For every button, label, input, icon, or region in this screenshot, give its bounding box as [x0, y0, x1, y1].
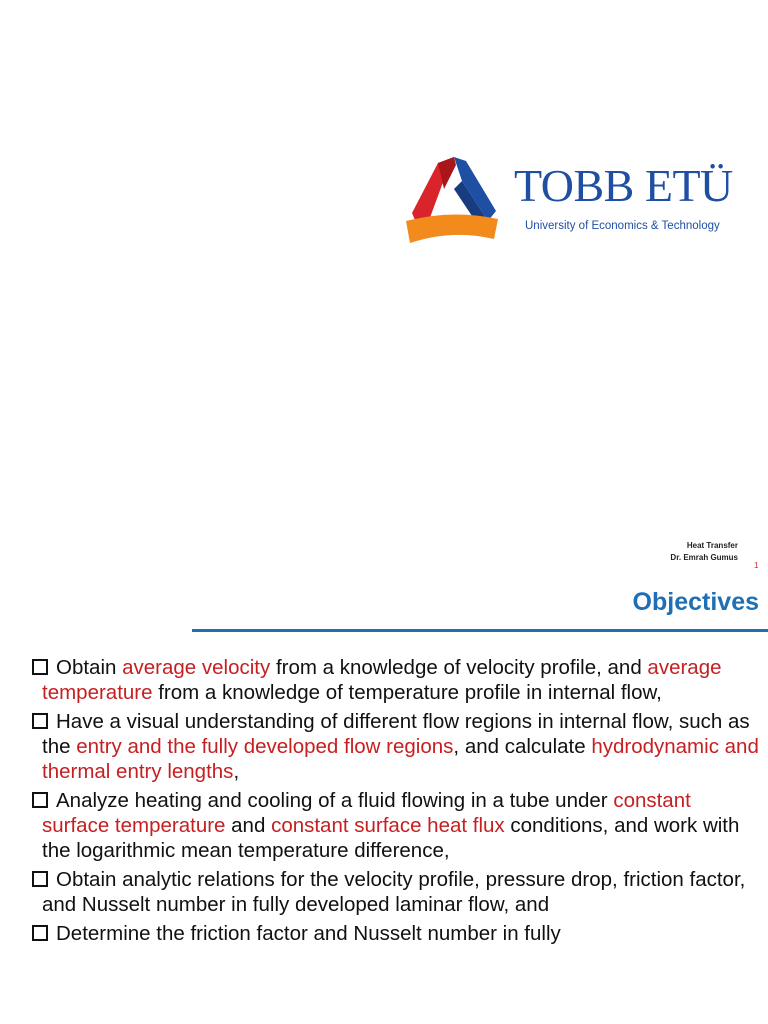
tobb-etu-emblem-icon	[404, 155, 500, 247]
logo-subtitle: University of Economics & Technology	[525, 220, 720, 232]
bullet-text: , and calculate	[453, 735, 592, 758]
checkbox-bullet-icon	[32, 792, 48, 808]
bullet-text: Obtain analytic relations for the velocity profile, pressure drop, friction factor, and Nusselt number in fully developed laminar flow, and	[42, 868, 746, 916]
bullet-text: Have a visual understanding of different flow regions in internal flow, such as the	[42, 710, 750, 758]
bullet-text: Determine the friction factor and Nusselt number in fully	[56, 922, 561, 945]
list-item	[32, 867, 762, 917]
logo-title: TOBB ETÜ	[514, 160, 733, 211]
highlighted-text: constant surface temperature	[42, 789, 691, 837]
objectives-list	[32, 655, 762, 950]
highlighted-text: entry and the fully developed flow regions	[76, 735, 454, 758]
checkbox-bullet-icon	[32, 871, 48, 887]
checkbox-bullet-icon	[32, 659, 48, 675]
highlighted-text: average velocity	[122, 656, 271, 679]
list-item	[32, 921, 762, 946]
list-item	[32, 709, 762, 784]
bullet-text: from a knowledge of temperature profile in internal flow,	[152, 681, 662, 704]
slide-number: 1	[754, 561, 759, 570]
checkbox-bullet-icon	[32, 713, 48, 729]
highlighted-text: hydrodynamic and thermal entry lengths	[42, 735, 759, 783]
bullet-text: conditions, and work with the logarithmic mean temperature difference,	[42, 814, 740, 862]
highlighted-text: average temperature	[42, 656, 722, 704]
bullet-text: Obtain	[56, 656, 123, 679]
bullet-text: from a knowledge of velocity profile, and	[270, 656, 648, 679]
bullet-text: Analyze heating and cooling of a fluid flowing in a tube under	[56, 789, 614, 812]
university-logo	[404, 155, 744, 250]
highlighted-text: constant surface heat flux	[271, 814, 505, 837]
course-name: Heat Transfer	[686, 541, 738, 550]
bullet-text: ,	[233, 760, 240, 783]
instructor-name: Dr. Emrah Gumus	[670, 553, 738, 562]
heading-divider	[192, 629, 768, 632]
bullet-text: and	[225, 814, 272, 837]
list-item	[32, 655, 762, 705]
checkbox-bullet-icon	[32, 925, 48, 941]
page-title: Objectives	[632, 588, 759, 616]
slide-footer	[670, 540, 738, 564]
list-item	[32, 788, 762, 863]
